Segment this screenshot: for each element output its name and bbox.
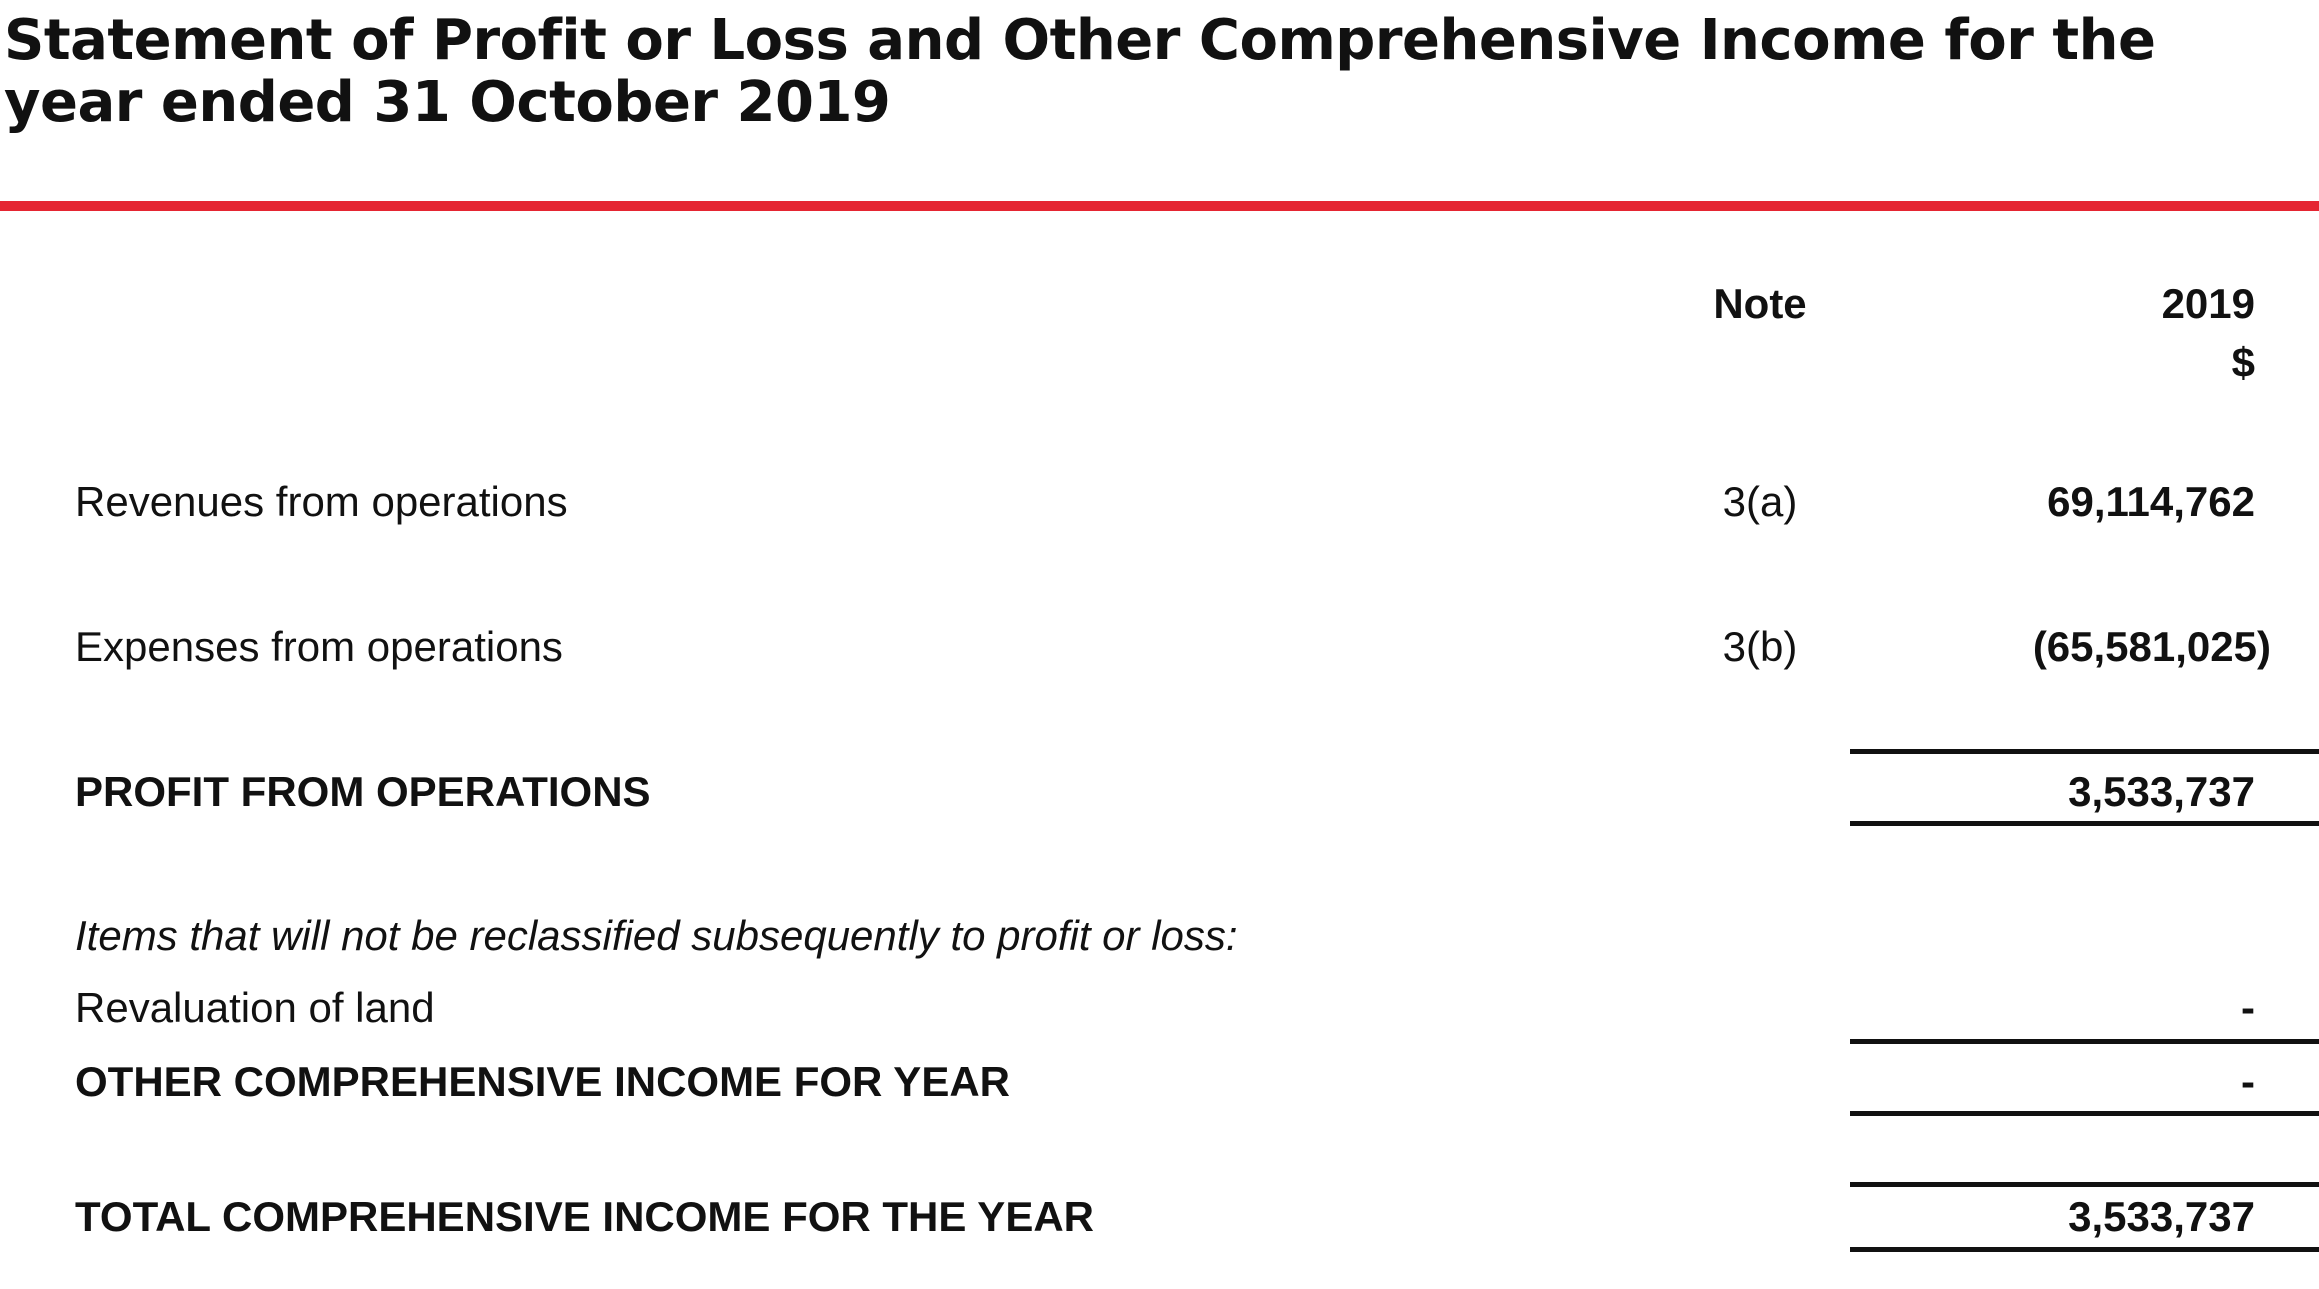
oci-amount: - [2241, 1058, 2255, 1105]
page-title: Statement of Profit or Loss and Other Comprehensive Income for the year ended 31 October 2019 [4, 8, 2156, 135]
subtotal-top-rule [1850, 749, 2319, 754]
subtotal-bottom-rule [1850, 821, 2319, 826]
note-column-header: Note [1713, 280, 1807, 327]
revaluation-amount: - [2241, 984, 2255, 1031]
revenues-label: Revenues from operations [75, 478, 568, 525]
oci-items-heading: Items that will not be reclassified subsequently to profit or loss: [75, 912, 1238, 959]
oci-bottom-rule [1850, 1111, 2319, 1116]
revaluation-label: Revaluation of land [75, 984, 435, 1031]
revenues-amount: 69,114,762 [2047, 478, 2255, 525]
total-label: TOTAL COMPREHENSIVE INCOME FOR THE YEAR [75, 1193, 1094, 1240]
total-amount: 3,533,737 [2068, 1193, 2255, 1240]
oci-label: OTHER COMPREHENSIVE INCOME FOR YEAR [75, 1058, 1010, 1105]
expenses-amount: (65,581,025) [2032, 623, 2271, 670]
title-divider [0, 201, 2319, 211]
year-column-header: 2019 [2161, 280, 2255, 327]
revenues-note: 3(a) [1722, 478, 1798, 525]
oci-top-rule [1850, 1039, 2319, 1044]
currency-column-header: $ [2231, 339, 2255, 386]
total-bottom-rule [1850, 1247, 2319, 1252]
expenses-note: 3(b) [1722, 623, 1798, 670]
expenses-label: Expenses from operations [75, 623, 563, 670]
total-top-rule [1850, 1182, 2319, 1187]
profit-amount: 3,533,737 [2068, 768, 2255, 815]
profit-label: PROFIT FROM OPERATIONS [75, 768, 651, 815]
